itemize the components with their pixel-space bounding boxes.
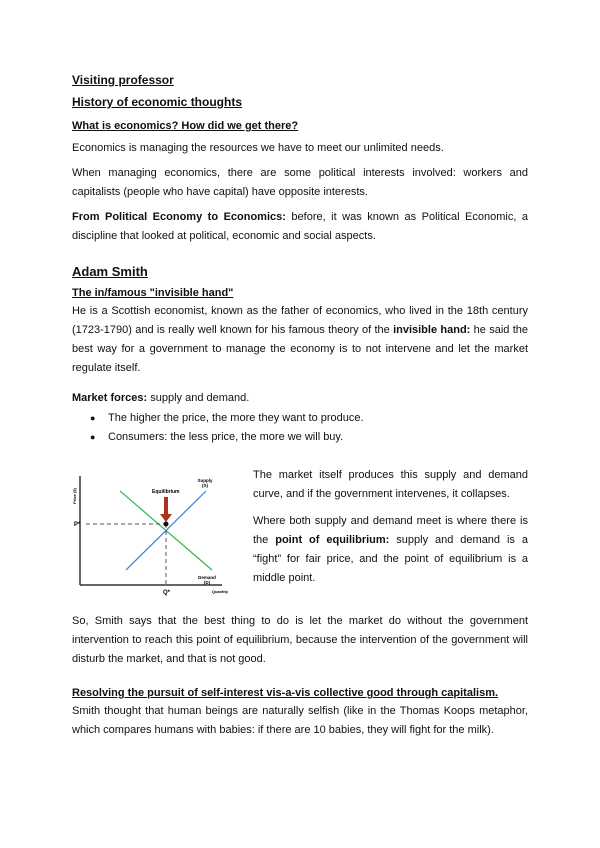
paragraph bbox=[72, 208, 528, 246]
paragraph bbox=[253, 512, 528, 588]
p-star-label: P* bbox=[74, 522, 81, 528]
x-axis-label: Quantity bbox=[211, 589, 229, 594]
heading-what-is-economics: What is economics? How did we get there? bbox=[72, 120, 299, 132]
bold-term: point of equilibrium: bbox=[275, 534, 390, 546]
text: He is a Scottish economist, known as the father of economics, who lived in the 18th century (1723-1790) and is really well known for his famous theory of the bbox=[72, 305, 528, 336]
heading-adam-smith: Adam Smith bbox=[72, 264, 148, 279]
paragraph: Smith thought that human beings are naturally selfish (like in the Thomas Koops metaphor, which compares humans with babies: if there are 10 babies, they will fight for the milk). bbox=[72, 705, 528, 736]
text: supply and demand is a “fight” for fair price, and the point of equilibrium is a middle point. bbox=[253, 534, 528, 584]
paragraph: So, Smith says that the best thing to do is let the market do without the government intervention to reach this point of equilibrium, because the intervention of the government will disturb the market, and that is not good. bbox=[72, 615, 528, 665]
arrow-shaft bbox=[164, 497, 168, 515]
bold-term: invisible hand: bbox=[393, 324, 471, 336]
equilibrium-point bbox=[164, 522, 169, 527]
demand-label: (D) bbox=[203, 580, 211, 585]
supply-label: Supply bbox=[197, 478, 213, 483]
bold-term: From Political Economy to Economics: bbox=[72, 211, 286, 223]
bold-term: Market forces: bbox=[72, 392, 148, 404]
list-item: ● The higher the price, the more they want to produce. bbox=[108, 409, 528, 428]
arrow-head-icon bbox=[160, 514, 172, 522]
paragraph: The market itself produces this supply and demand curve, and if the government intervenes, it collapses. bbox=[253, 469, 528, 500]
text: Where both supply and demand meet is where there is the bbox=[253, 515, 528, 546]
q-star-label: Q* bbox=[163, 590, 171, 596]
equilibrium-label: Equilibrium bbox=[152, 489, 180, 495]
y-axis-label: Price ($) bbox=[72, 488, 77, 504]
paragraph: Economics is managing the resources we have to meet our unlimited needs. bbox=[72, 142, 444, 154]
paragraph bbox=[72, 389, 528, 408]
text: before, it was known as Political Economic, a discipline that looked at political, economic and social aspects. bbox=[72, 211, 528, 242]
heading-resolving: Resolving the pursuit of self-interest vis-a-vis collective good through capitalism. bbox=[72, 687, 499, 699]
supply-demand-chart bbox=[72, 466, 238, 598]
subheading-invisible-hand: The in/famous "invisible hand" bbox=[72, 287, 234, 299]
title-history: History of economic thoughts bbox=[72, 95, 243, 109]
bullet-list bbox=[72, 409, 528, 447]
list-item: ● Consumers: the less price, the more we will buy. bbox=[108, 428, 528, 447]
paragraph: When managing economics, there are some political interests involved: workers and capitalists (people who have capital) have opposite interests. bbox=[72, 167, 528, 198]
text: he said the best way for a government to manage the economy is to not intervene and let the market regulate itself. bbox=[72, 324, 528, 374]
text: supply and demand. bbox=[147, 392, 250, 404]
supply-label: (S) bbox=[202, 483, 208, 488]
title-visiting-professor: Visiting professor bbox=[72, 73, 174, 87]
demand-label: Demand bbox=[198, 575, 216, 580]
paragraph bbox=[72, 302, 528, 378]
